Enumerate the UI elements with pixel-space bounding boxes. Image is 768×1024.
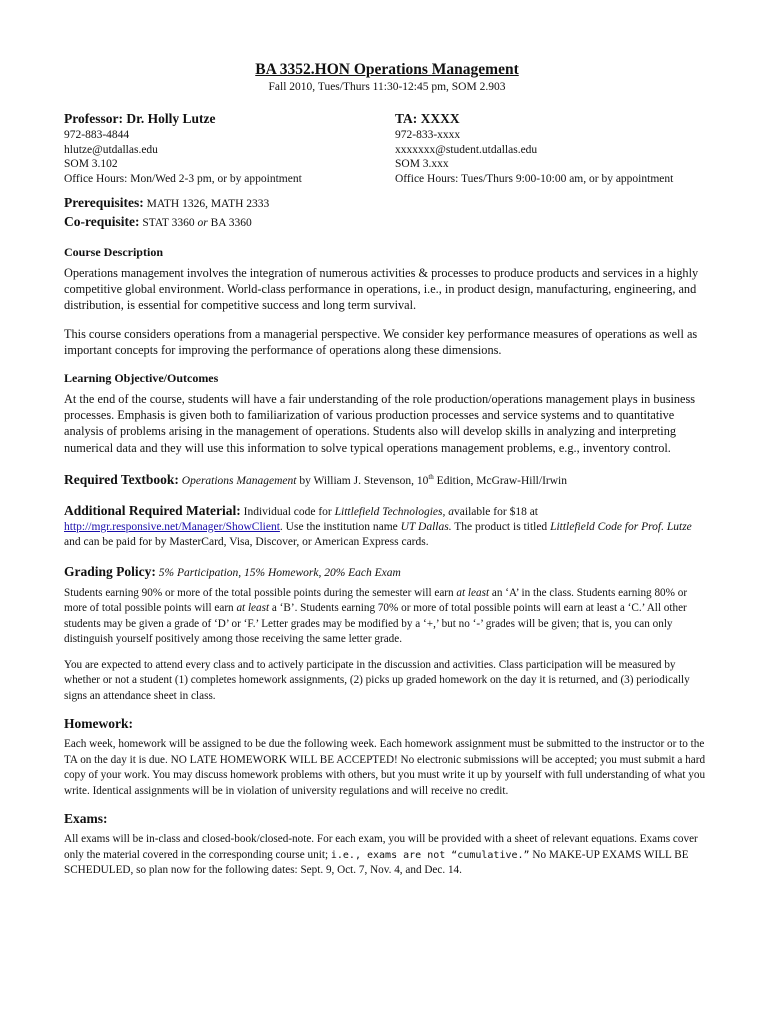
grading-p1-at-least: at least [456, 586, 490, 599]
corequisite-or: or [197, 217, 208, 229]
contact-info [64, 110, 710, 186]
littlefield-link[interactable]: http://mgr.responsive.net/Manager/ShowClient [64, 520, 280, 533]
additional-product: Littlefield Technologies, a [334, 505, 455, 518]
prerequisites-label: Prerequisites: [64, 195, 144, 210]
additional-institution: UT Dallas. [400, 520, 452, 533]
grading-label: Grading Policy: [64, 563, 156, 579]
corequisite-line [64, 213, 710, 232]
textbook-title: Operations Management [181, 474, 297, 487]
additional-text-4: The product is titled [451, 520, 551, 533]
grading-p1 [64, 586, 710, 648]
learning-heading: Learning Objective/Outcomes [64, 371, 219, 386]
additional-label: Additional Required Material: [64, 502, 241, 518]
ta-hours: Office Hours: Tues/Thurs 9:00-10:00 am, or by appointment [395, 172, 674, 185]
textbook-publisher: Edition, McGraw-Hill/Irwin [433, 474, 567, 487]
course-schedule: Fall 2010, Tues/Thurs 11:30-12:45 pm, SOM 2.903 [268, 81, 506, 93]
course-description-p1: Operations management involves the integration of numerous activities & processes to produce products and services in a highly competitive global environment. World-class performance in operations, i.e., in product design, manufacturing, engineering, and distribution, is essential for competitive success and long term survival. [64, 266, 699, 313]
professor-office: SOM 3.102 [64, 158, 118, 170]
corequisite-value-2: BA 3360 [210, 217, 252, 229]
additional-text-5: and can be paid for by MasterCard, Visa, Discover, or American Express cards. [64, 535, 429, 548]
grading-p1-a: Students earning 90% or more of the total possible points during the semester will earn [64, 586, 457, 599]
course-title: BA 3352.HON Operations Management [255, 61, 519, 78]
professor-heading: Professor: Dr. Holly Lutze [64, 111, 216, 126]
exams-p1-mono: i.e., exams are not “cumulative.” [330, 849, 530, 861]
ta-office: SOM 3.xxx [395, 158, 449, 170]
grading-summary: 5% Participation, 15% Homework, 20% Each Exam [158, 566, 401, 579]
ta-heading: TA: XXXX [395, 111, 460, 126]
exams-p1-b: No MAKE-UP EXAMS WILL BE SCHEDULED, so plan now for the following dates: Sept. 9, Oct. 7, Nov. 4, and Dec. 14. [64, 848, 689, 877]
professor-email: hlutze@utdallas.edu [64, 143, 158, 156]
course-description-heading: Course Description [64, 245, 163, 259]
grading-p2: You are expected to attend every class and to actively participate in the discussion and activities. Class participation will be measured by whether or not a student (1) completes homework assignments, (2) picks up graded homework on the day it is returned, and (3) periodically signs an attendance sheet in class. [64, 658, 690, 702]
grading-p1-at-least-2: at least [236, 602, 270, 615]
textbook-label: Required Textbook: [64, 471, 179, 487]
homework-heading: Homework: [64, 716, 133, 732]
grading-p1-c: a ‘B’. Students earning 70% or more of total possible points will earn at least a ‘C.’ All other students may be given a grade of ‘D’ or ‘F.’ Letter grades may be modified by a ‘+,’ but no ‘-’ grades will be given; that is, you can only distinguish yourself positively among those receiving the same letter grade. [64, 602, 687, 646]
ta-contact [395, 110, 673, 186]
exams-p1 [64, 832, 710, 879]
professor-contact [64, 110, 395, 186]
additional-text-1: Individual code for [240, 505, 335, 518]
course-description-p2: This course considers operations from a managerial perspective. We consider key performance measures of operations as well as important concepts for improving the performance of operations along these dimensions. [64, 326, 698, 357]
professor-phone: 972-883-4844 [64, 129, 130, 141]
textbook-line [64, 470, 710, 489]
homework-p1: Each week, homework will be assigned to be due the following week. Each homework assignment must be submitted to the instructor or to the TA on the day it is due. NO LATE HOMEWORK WILL BE ACCEPTED! No electronic submissions will be accepted; you must submit a hard copy of your work. You may discuss homework problems with others, but you must write it up by yourself with full understanding of what you write. Identical assignments will be in violation of university regulations and will receive no credit. [64, 738, 706, 797]
professor-hours: Office Hours: Mon/Wed 2-3 pm, or by appointment [64, 172, 302, 185]
additional-product-title: Littlefield Code for Prof. Lutze [550, 520, 692, 533]
grading-heading [64, 564, 710, 580]
exams-p1-a: All exams will be in-class and closed-book/closed-note. For each exam, you will be provided with a sheet of relevant equations. Exams cover only the material covered in the corresponding course unit; [64, 833, 698, 861]
additional-text-3: . Use the institution name [279, 520, 401, 533]
textbook-author: by William J. Stevenson, 10 [296, 474, 429, 487]
prerequisites-line [64, 194, 710, 213]
additional-material [64, 503, 710, 550]
exams-heading: Exams: [64, 811, 108, 827]
syllabus-page [64, 60, 710, 879]
corequisite-value-1: STAT 3360 [142, 217, 195, 229]
requirements [64, 194, 710, 232]
grading-p1-b: an ‘A’ in the class. Students earning 80% or more of total possible points will earn [64, 586, 688, 615]
additional-text-2: vailable for $18 at [454, 505, 538, 518]
ta-phone: 972-833-xxxx [395, 129, 461, 141]
corequisite-label: Co-requisite: [64, 214, 140, 229]
learning-p1: At the end of the course, students will have a fair understanding of the role production/operations management plays in business processes. Emphasis is given both to familiarization of various production processes and service systems and to quantitative analysis of problems arising in the management of operations. Students also will develop skills in analyzing and interpreting numerical data and they will use this information to solve typical operations management problems, e.g., inventory control. [64, 392, 696, 455]
textbook-edition-sup: th [428, 472, 434, 481]
ta-email: xxxxxxx@student.utdallas.edu [395, 143, 538, 156]
prerequisites-value: MATH 1326, MATH 2333 [146, 198, 270, 210]
